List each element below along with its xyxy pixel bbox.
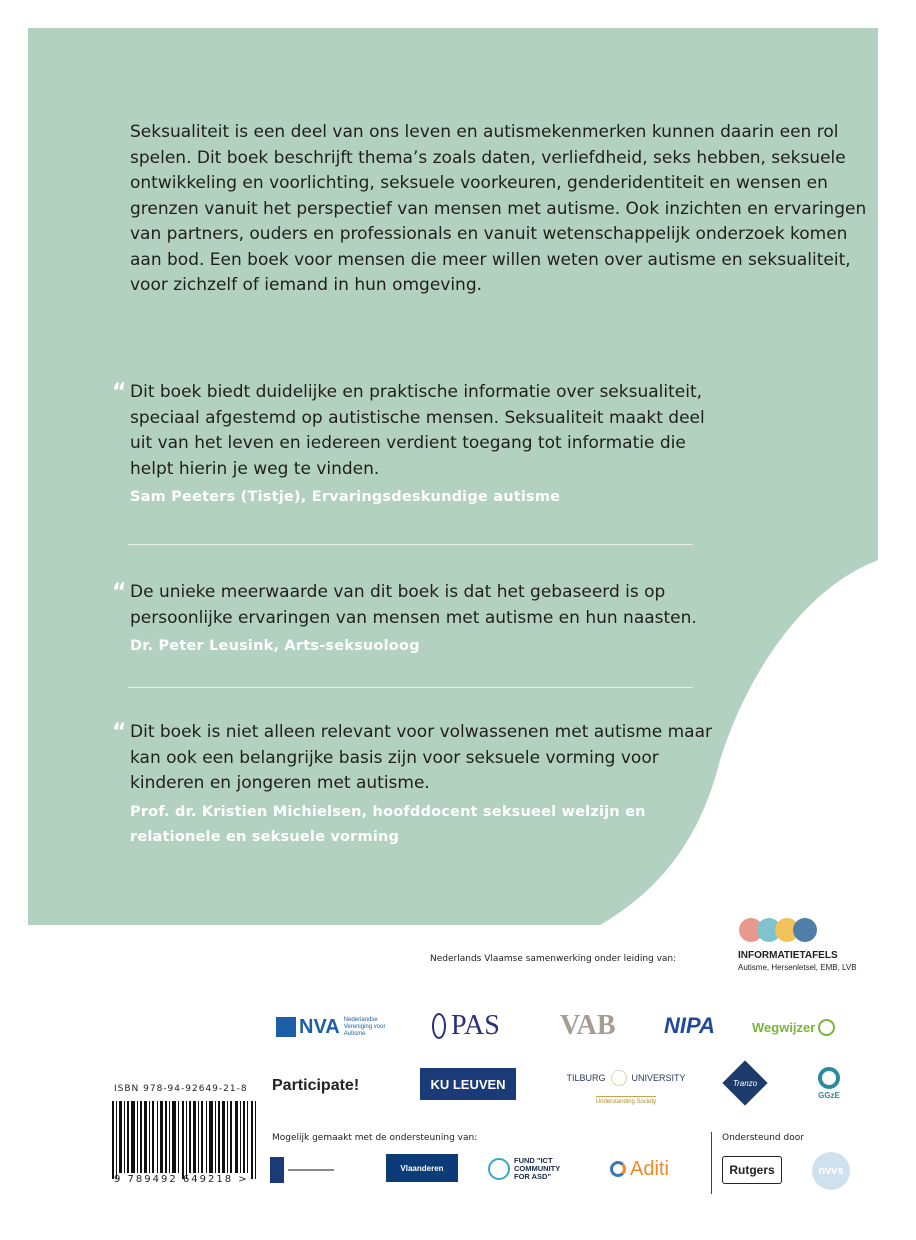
aditi-icon [610,1161,626,1177]
intro-paragraph: Seksualiteit is een deel van ons leven en autismekenmerken kunnen daarin een rol spelen. Dit boek beschrijft thema’s zoals daten, verliefdheid, seks hebben, seksuele ontwikkeling en voorlichting, seksuele voorkeuren, genderidentiteit en wensen en grenzen vanuit het perspectief van mensen met autisme. Ook inzichten en ervaringen van partners, ouders en professionals en vanuit wetenschappelijk onderzoek komen aan bod. Een boek voor mensen die meer willen weten over autisme en seksualiteit, voor zichzelf of iemand in hun omgeving. [130,122,867,295]
quote-author: Prof. dr. Kristien Michielsen, hoofddocent seksueel welzijn en relationele en seksuele vorming [130,803,646,845]
barcode-number: 9 789492 649218 > [114,1174,249,1185]
participate-logo: Participate! [272,1077,360,1094]
ggze-logo: GGzE [810,1060,848,1106]
pas-figure-icon [432,1013,446,1039]
aditi-logo: Aditi [610,1154,669,1184]
wegwijzer-icon [818,1019,835,1036]
ministry-crest-icon [270,1157,284,1183]
isbn: ISBN 978-94-92649-21-8 [114,1084,248,1094]
vlaanderen-logo: Vlaanderen [386,1154,458,1182]
nva-logo: NVA Nederlandse Vereniging voor Autisme [276,1012,394,1042]
divider [128,544,693,545]
quote-text: Dit boek biedt duidelijke en praktische informatie over seksualiteit, speciaal afgestemd op autistische mensen. Seksualiteit maakt deel uit van het leven en iedereen verdient toegang tot informatie die helpt hierin je weg te vinden. [130,382,705,479]
nvvs-logo: nvvs [812,1152,850,1190]
barcode [112,1096,266,1184]
support-text: Mogelijk gemaakt met de ondersteuning van: [272,1133,478,1143]
wegwijzer-logo: Wegwijzer [752,1012,835,1042]
quote-text: De unieke meerwaarde van dit boek is dat het gebaseerd is op persoonlijke ervaringen van mensen met autisme en hun naasten. [130,582,697,628]
quote-text: Dit boek is niet alleen relevant voor volwassenen met autisme maar kan ook een belangrijke basis zijn voor seksuele vorming voor kinderen en jongeren met autisme. [130,722,713,793]
nl-ministry-logo [270,1156,334,1184]
quote-2 [112,580,732,659]
tilburg-emblem-icon [611,1070,627,1086]
vertical-divider [711,1132,712,1194]
ministry-text-line [288,1169,334,1171]
quote-1 [112,380,732,510]
pas-logo: PAS [432,1008,500,1044]
nva-people-icon [276,1017,296,1037]
fund-people-icon [488,1158,510,1180]
lead-text: Nederlands Vlaamse samenwerking onder leiding van: [430,954,677,964]
informatietafels-dots-icon [738,916,820,944]
ggze-ring-icon [818,1067,840,1089]
ku-leuven-logo: KU LEUVEN [420,1068,516,1100]
quote-author: Dr. Peter Leusink, Arts-seksuoloog [130,638,420,654]
nipa-logo: NIPA [664,1013,715,1038]
informatietafels-subtitle: Autisme, Hersenletsel, EMB, LVB [738,963,857,972]
quote-author: Sam Peeters (Tistje), Ervaringsdeskundige autisme [130,489,561,505]
fund-ict-logo: FUND "ICT COMMUNITY FOR ASD" [488,1154,576,1184]
rutgers-logo: Rutgers [722,1156,782,1184]
supported-by-text: Ondersteund door [722,1133,804,1143]
quote-mark-icon: “ [112,720,127,745]
vab-logo: VAB [560,1010,616,1041]
quote-mark-icon: “ [112,580,127,605]
tranzo-logo: Tranzo [722,1060,768,1106]
divider [128,687,693,688]
quote-3 [112,720,732,850]
informatietafels-title: INFORMATIETAFELS [738,950,838,961]
quote-mark-icon: “ [112,380,127,405]
tilburg-university-logo: TILBURG UNIVERSITY Understanding Society [560,1064,692,1110]
